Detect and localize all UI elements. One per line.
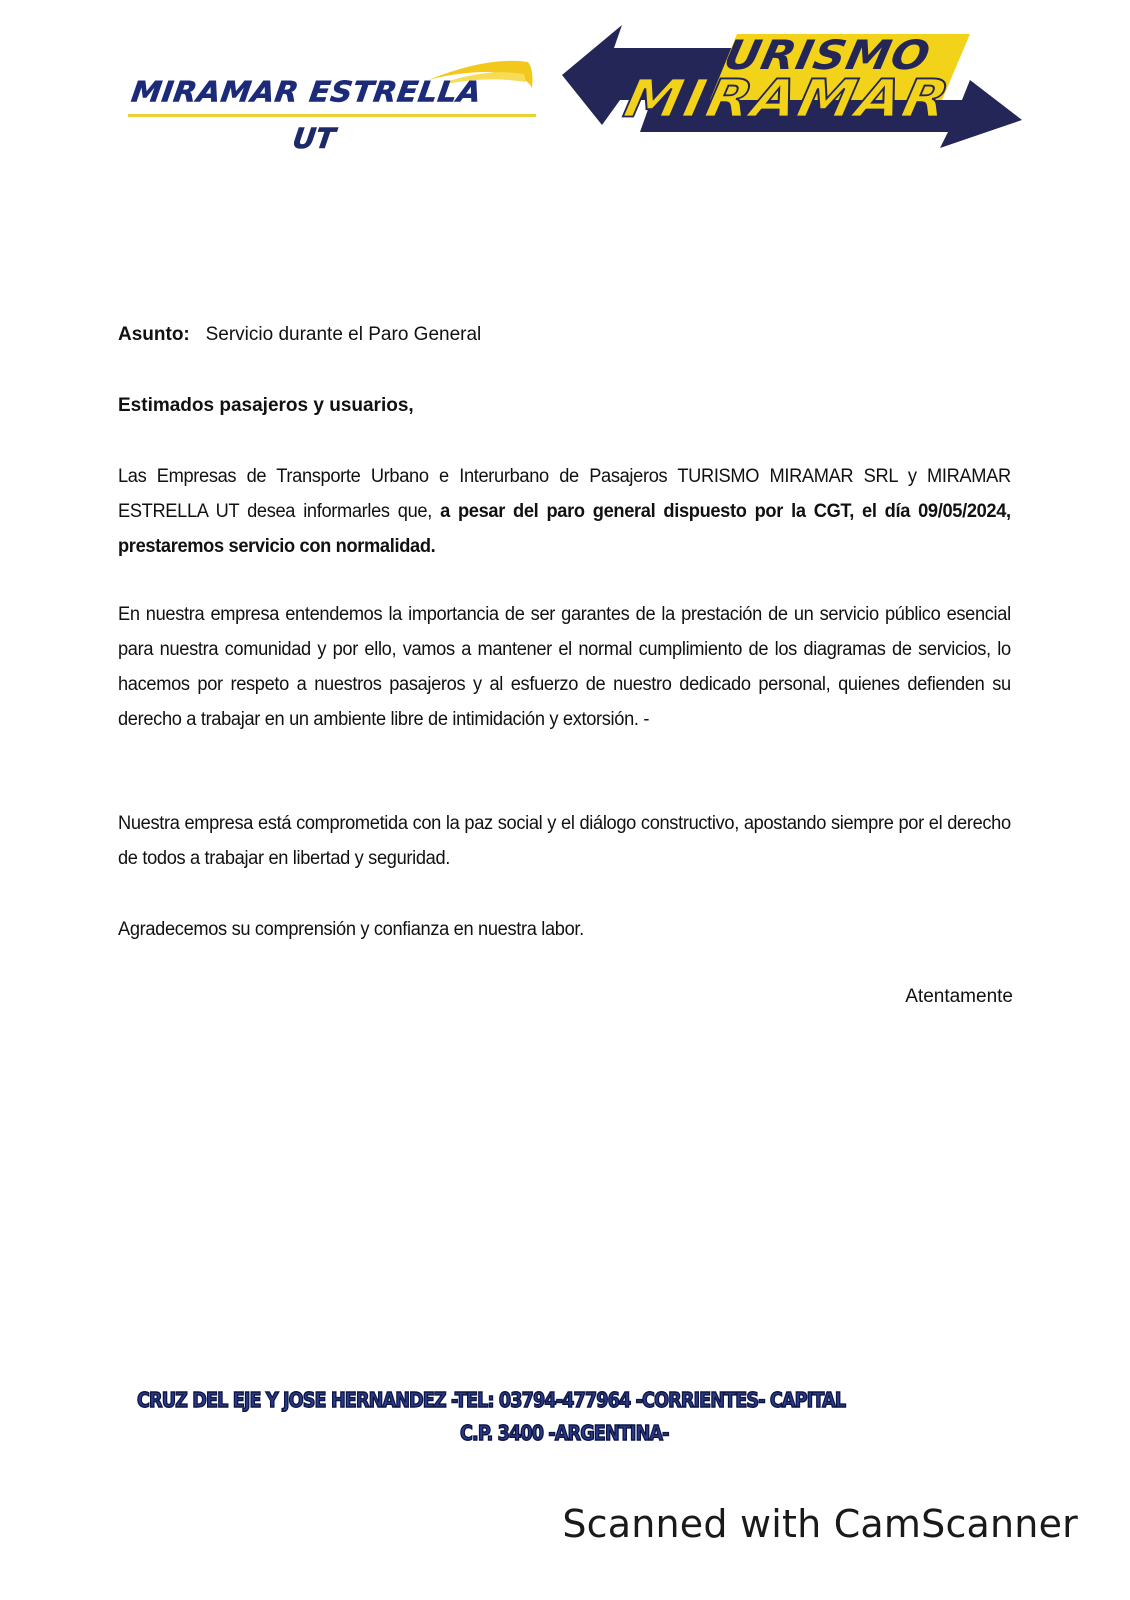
closing-signoff: Atentamente	[905, 986, 1013, 1007]
greeting: Estimados pasajeros y usuarios,	[118, 395, 414, 416]
logo-underline	[128, 114, 536, 117]
miramar-estrella-logo	[128, 48, 548, 163]
logo-line-miramar: MIRAMAR	[618, 68, 956, 130]
turismo-miramar-logo	[562, 20, 1022, 155]
paragraph-announcement	[118, 459, 1011, 564]
subject-line	[118, 324, 481, 346]
footer-address: CRUZ DEL EJE Y JOSE HERNANDEZ -TEL: 03794-477964 -CORRIENTES- CAPITAL	[137, 1388, 846, 1412]
paragraph-announcement-text: Las Empresas de Transporte Urbano e Interurbano de Pasajeros TURISMO MIRAMAR SRL y MIRAMAR ESTRELLA UT desea informarles que,	[118, 466, 1011, 522]
paragraph-social-peace: Nuestra empresa está comprometida con la paz social y el diálogo constructivo, apostando siempre por el derecho de todos a trabajar en libertad y seguridad.	[118, 813, 1011, 869]
subject-text: Servicio durante el Paro General	[205, 324, 482, 345]
paragraph-announcement-bold: a pesar del paro general dispuesto por la CGT, el día 09/05/2024, prestaremos servicio con normalidad.	[118, 501, 1011, 557]
footer-postal-code: C.P. 3400 -ARGENTINA-	[460, 1421, 669, 1445]
logo-title: MIRAMAR ESTRELLA	[129, 76, 484, 110]
camscanner-watermark: Scanned with CamScanner	[562, 1502, 1078, 1546]
logo-line-urismo: URISMO	[720, 32, 935, 79]
paragraph-thanks: Agradecemos su comprensión y confianza en nuestra labor.	[118, 919, 584, 940]
logo-subtitle: UT	[290, 122, 338, 155]
paragraph-commitment: En nuestra empresa entendemos la importancia de ser garantes de la prestación de un servicio público esencial para nuestra comunidad y por ello, vamos a mantener el normal cumplimiento de los diagramas de servicios, lo hacemos por respeto a nuestros pasajeros y al esfuerzo de nuestro dedicado personal, quienes defienden su derecho a trabajar en un ambiente libre de intimidación y extorsión. -	[118, 604, 1011, 730]
subject-label: Asunto:	[118, 324, 190, 345]
